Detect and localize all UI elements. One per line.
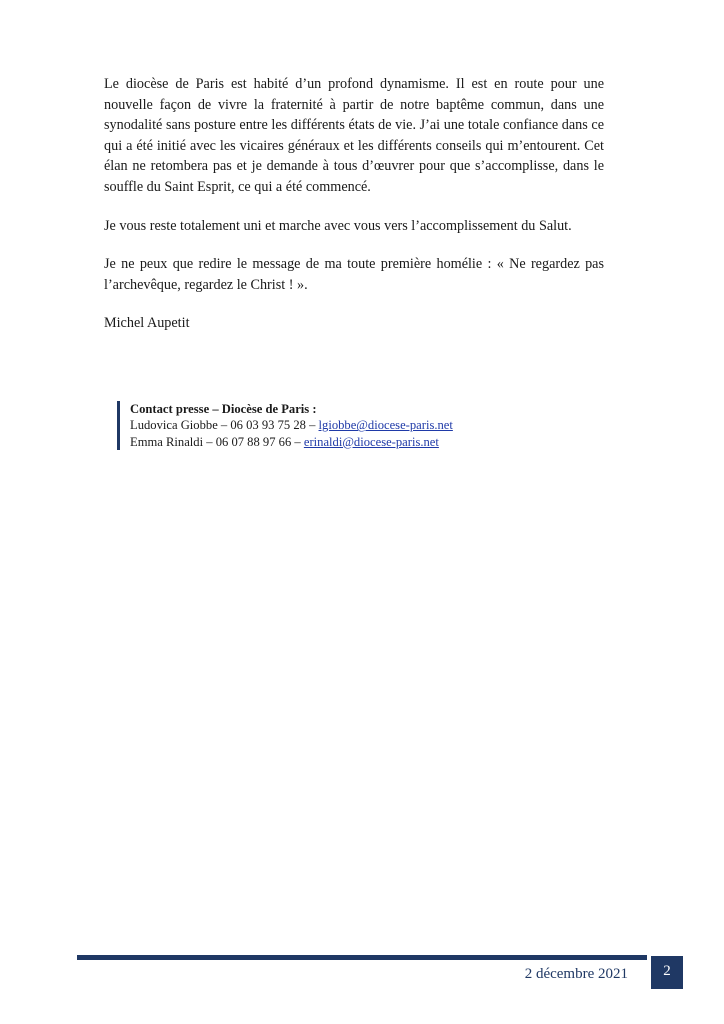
contact-email-link[interactable]: lgiobbe@diocese-paris.net xyxy=(318,418,453,433)
paragraph: Je vous reste totalement uni et marche avec vous vers l’accomplissement du Salut. xyxy=(104,217,572,234)
contact-name-phone: Emma Rinaldi – 06 07 88 97 66 – xyxy=(130,434,304,449)
signature: Michel Aupetit xyxy=(104,315,190,332)
letter-body xyxy=(104,74,604,352)
footer-divider xyxy=(77,955,647,960)
paragraph: Le diocèse de Paris est habité d’un profond dynamisme. Il est en route pour une nouvelle façon de vivre la fraternité à partir de notre baptême commun, dans une synodalité sans posture entre les différents états de vie. J’ai une totale confiance dans ce qui a été initié avec les vicaires généraux et les différents conseils qui m’entourent. Cet élan ne retombera pas et je demande à tous d’œuvrer pour que s’accomplisse, dans le souffle du Saint Esprit, ce qui a été commencé. xyxy=(104,76,604,195)
press-contact-title: Contact presse – Diocèse de Paris : xyxy=(130,402,317,416)
press-contact-line xyxy=(130,434,453,450)
paragraph: Je ne peux que redire le message de ma toute première homélie : « Ne regardez pas l’archevêque, regardez le Christ ! ». xyxy=(104,256,604,293)
contact-name-phone: Ludovica Giobbe – 06 03 93 75 28 – xyxy=(130,418,319,433)
page-number: 2 xyxy=(651,956,683,989)
footer-date: 2 décembre 2021 xyxy=(524,966,628,982)
press-contact-block xyxy=(117,401,453,450)
contact-email-link[interactable]: erinaldi@diocese-paris.net xyxy=(303,434,439,449)
press-contact-line xyxy=(130,417,453,433)
